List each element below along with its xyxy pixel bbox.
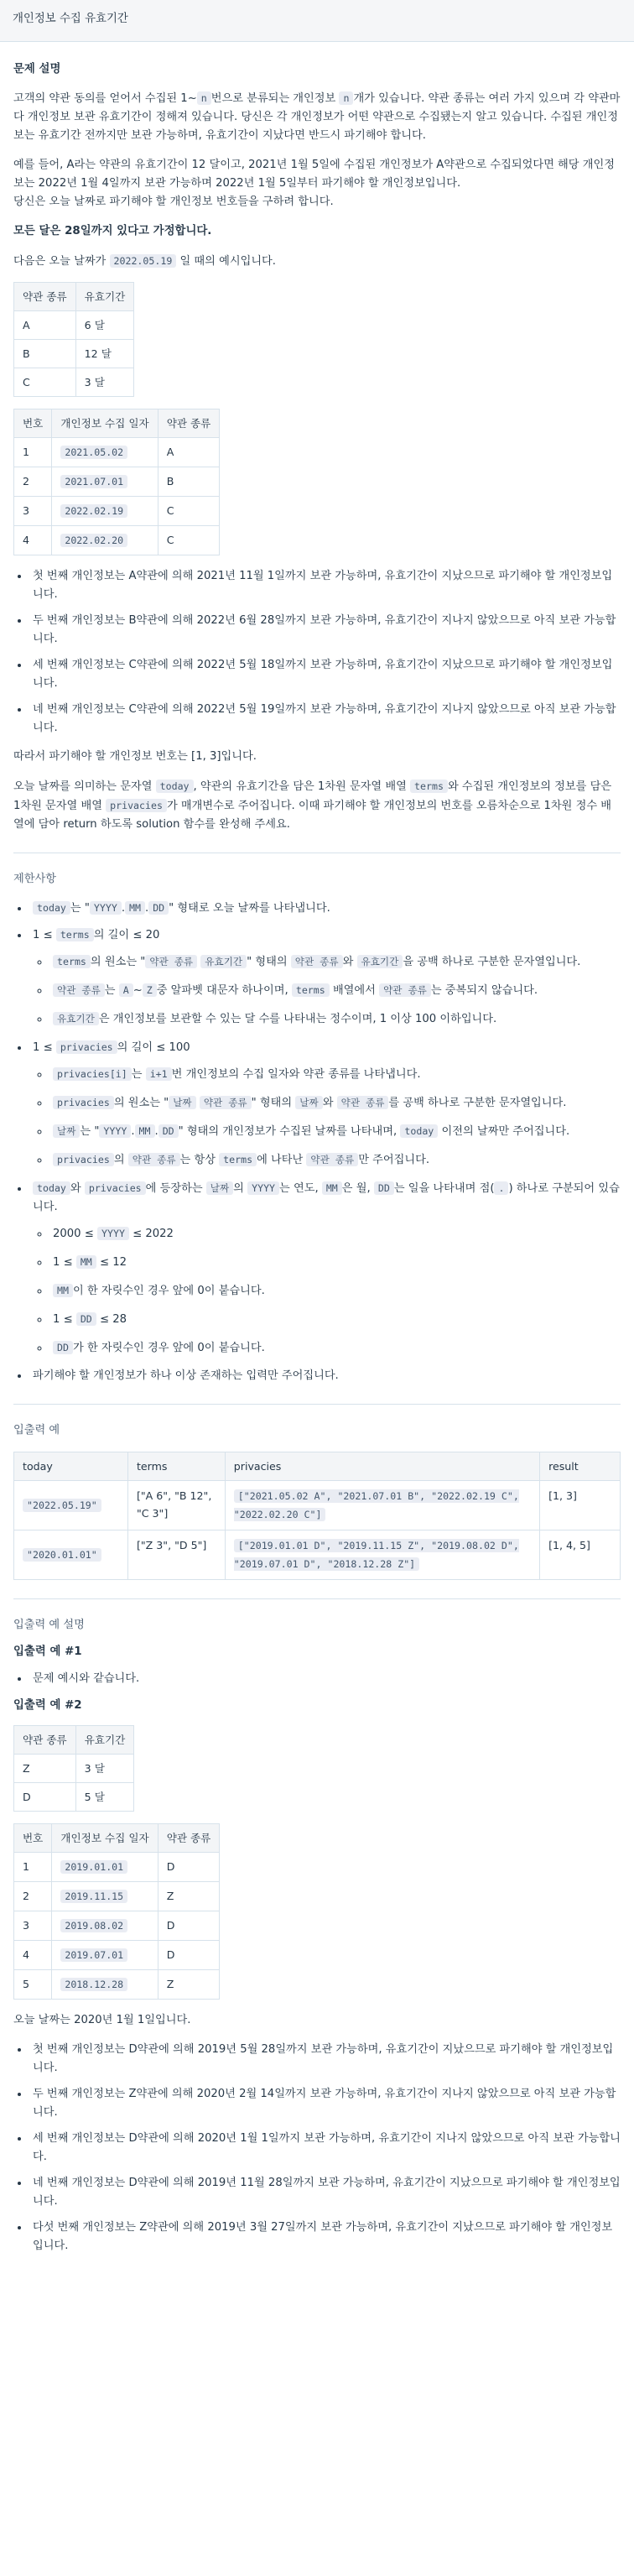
example-2-bullet-list xyxy=(29,2041,621,2255)
inline-code: "2022.05.19" xyxy=(23,1499,101,1512)
constraints-list xyxy=(29,899,621,1385)
inline-code: 유효기간 xyxy=(53,1012,99,1025)
table-header-row xyxy=(14,283,134,311)
column-header: 개인정보 수집 일자 xyxy=(52,1824,158,1853)
table-cell xyxy=(14,1481,128,1530)
inline-code: terms xyxy=(53,955,91,968)
inline-code: ["2021.05.02 A", "2021.07.01 B", "2022.02.19 C", "2022.02.20 C"] xyxy=(233,1490,519,1520)
table-cell: [1, 3] xyxy=(540,1481,621,1530)
list-item: • 두 번째 개인정보는 B약관에 의해 2022년 6월 28일까지 보관 가능하며, 유효기간이 지나지 않았으므로 아직 보관 가능합니다. xyxy=(29,612,621,649)
inline-code: 2019.11.15 xyxy=(60,1890,127,1903)
constraint-sub-item: ◦ 1 ≤ DD ≤ 28 xyxy=(49,1310,621,1329)
inline-code: today xyxy=(33,1181,70,1195)
table-cell: Z xyxy=(158,1970,220,2000)
inline-code: A xyxy=(119,983,133,997)
inline-code: 2021.07.01 xyxy=(60,475,127,488)
column-header: today xyxy=(14,1452,128,1481)
constraint-sub-list xyxy=(49,952,621,1029)
inline-code: privacies xyxy=(106,799,167,812)
inline-code: terms xyxy=(410,780,448,793)
inline-code: n xyxy=(197,91,211,105)
constraint-item: • 파기해야 할 개인정보가 하나 이상 존재하는 입력만 주어집니다. xyxy=(29,1367,621,1385)
table-cell: 1 xyxy=(14,1853,52,1882)
table-row xyxy=(14,1970,220,2000)
inline-code: . xyxy=(494,1181,508,1195)
table-cell: ["A 6", "B 12", "C 3"] xyxy=(127,1481,225,1530)
inline-code: 약관 종류 xyxy=(53,983,105,997)
table-cell xyxy=(225,1481,539,1530)
inline-code: Z xyxy=(143,983,157,997)
constraints-heading: 제한사항 xyxy=(13,873,56,885)
problem-content xyxy=(0,42,634,2255)
table-cell: 3 xyxy=(14,1911,52,1941)
table-header-row xyxy=(14,1452,621,1481)
constraint-sub-item: ◦ 유효기간 은 개인정보를 보관할 수 있는 달 수를 나타내는 정수이며, 1 이상 100 이하입니다. xyxy=(49,1009,621,1029)
constraint-sub-item: ◦ 약관 종류 는 A ~ Z 중 알파벳 대문자 하나이며, terms 배열에서 약관 종류 는 중복되지 않습니다. xyxy=(49,981,621,1000)
table-cell: 4 xyxy=(14,1941,52,1970)
example-2-title: 입출력 예 #2 xyxy=(13,1699,82,1712)
inline-code: MM xyxy=(135,1124,155,1138)
bold-note: 모든 달은 28일까지 있다고 가정합니다. xyxy=(13,225,212,237)
table-cell: A xyxy=(14,311,76,340)
inline-code: terms xyxy=(56,928,94,941)
column-header: result xyxy=(540,1452,621,1481)
column-header: 약관 종류 xyxy=(158,409,220,438)
inline-code: YYYY xyxy=(97,1227,129,1240)
column-header: 약관 종류 xyxy=(14,283,76,311)
result-line: 따라서 파기해야 할 개인정보 번호는 [1, 3]입니다. xyxy=(13,750,257,763)
inline-code: DD xyxy=(158,1124,179,1138)
table-cell xyxy=(14,1530,128,1580)
table-cell: 4 xyxy=(14,526,52,555)
constraint-item: • 1 ≤ privacies 의 길이 ≤ 100 ◦ privacies[i] 는 i+1 번 개인정보의 수집 일자와 약관 종류를 나타냅니다. ◦ privacies 의 원소는 " 날짜 약관 종류 " 형태의 날짜 와 약관 종류 를 공백 하나로 구분한 문자열입니다. ◦ 날짜 는 " YYYY . MM . DD " 형태의 개인정보가 수집된 날짜를 나타내며, today 이전의 날짜만 주어집니다. ◦ privacies 의 약관 종류 는 항상 terms 에 나타난 약관 종류 만 주어집니다. xyxy=(29,1038,621,1170)
table-cell xyxy=(52,1911,158,1941)
table-cell: 1 xyxy=(14,438,52,467)
table-cell: 2 xyxy=(14,467,52,497)
constraint-sub-list xyxy=(49,1065,621,1170)
description-heading: 문제 설명 xyxy=(13,63,61,76)
inline-code: 2019.08.02 xyxy=(60,1919,127,1932)
constraint-sub-item: ◦ 1 ≤ MM ≤ 12 xyxy=(49,1253,621,1272)
table-row xyxy=(14,1853,220,1882)
table-cell: D xyxy=(158,1941,220,1970)
table-row xyxy=(14,438,220,467)
column-header: 번호 xyxy=(14,1824,52,1853)
table-row xyxy=(14,1911,220,1941)
inline-code: DD xyxy=(53,1341,73,1354)
example-paragraph: 예를 들어, A라는 약관의 유효기간이 12 달이고, 2021년 1월 5일에 수집된 개인정보가 A약관으로 수집되었다면 해당 개인정보는 2022년 1월 4일까지 보관 가능하며 2022년 1월 5일부터 파기해야 할 개인정보입니다. 당신은 오늘 날짜로 파기해야 할 개인정보 번호들을 구하려 합니다. xyxy=(13,159,615,208)
column-header: terms xyxy=(127,1452,225,1481)
inline-code: 2021.05.02 xyxy=(60,446,127,459)
inline-code: n xyxy=(339,91,353,105)
inline-code: 2022.02.19 xyxy=(60,504,127,518)
inline-code: 약관 종류 xyxy=(200,1096,252,1109)
list-item: • 첫 번째 개인정보는 A약관에 의해 2021년 11월 1일까지 보관 가능하며, 유효기간이 지났으므로 파기해야 할 개인정보입니다. xyxy=(29,567,621,604)
table-header-row xyxy=(14,409,220,438)
constraint-item: • today 와 privacies 에 등장하는 날짜 의 YYYY 는 연도, MM 은 월, DD 는 일을 나타내며 점( . ) 하나로 구분되어 있습니다. ◦ 2000 ≤ YYYY ≤ 2022 ◦ 1 ≤ MM ≤ 12 ◦ MM 이 한 자릿수인 경우 앞에 0이 붙습니다. ◦ 1 ≤ DD ≤ 28 ◦ DD 가 한 자릿수인 경우 앞에 0이 붙습니다. xyxy=(29,1179,621,1358)
inline-code: today xyxy=(156,780,194,793)
table-cell: D xyxy=(14,1783,76,1812)
table-cell xyxy=(52,467,158,497)
inline-code: 2022.02.20 xyxy=(60,534,127,547)
column-header: 유효기간 xyxy=(75,283,134,311)
table-cell: 3 달 xyxy=(75,368,134,397)
constraint-sub-item: ◦ terms 의 원소는 " 약관 종류 유효기간 " 형태의 약관 종류 와 유효기간 을 공백 하나로 구분한 문자열입니다. xyxy=(49,952,621,972)
inline-code: MM xyxy=(76,1255,96,1269)
table-row xyxy=(14,368,134,397)
inline-code: privacies xyxy=(53,1153,114,1166)
inline-code: 2018.12.28 xyxy=(60,1978,127,1991)
constraint-sub-list xyxy=(49,1224,621,1358)
table-cell: C xyxy=(158,497,220,526)
table-row xyxy=(14,1882,220,1911)
inline-code: 날짜 xyxy=(53,1124,80,1138)
page-title: 개인정보 수집 유효기간 xyxy=(13,13,128,25)
example-2-today-line: 오늘 날짜는 2020년 1월 1일입니다. xyxy=(13,2014,191,2026)
constraint-item: • 1 ≤ terms 의 길이 ≤ 20 ◦ terms 의 원소는 " 약관 종류 유효기간 " 형태의 약관 종류 와 유효기간 을 공백 하나로 구분한 문자열입니다. ◦ 약관 종류 는 A ~ Z 중 알파벳 대문자 하나이며, terms 배열에서 약관 종류 는 중복되지 않습니다. ◦ 유효기간 은 개인정보를 보관할 수 있는 달 수를 나타내는 정수이며, 1 이상 100 이하입니다. xyxy=(29,926,621,1029)
inline-code: 날짜 xyxy=(169,1096,195,1109)
list-item: • 두 번째 개인정보는 Z약관에 의해 2020년 2월 14일까지 보관 가능하며, 유효기간이 지나지 않았으므로 아직 보관 가능합니다. xyxy=(29,2085,621,2122)
privacy-table xyxy=(13,409,220,555)
inline-code: YYYY xyxy=(247,1181,279,1195)
table-cell: D xyxy=(158,1911,220,1941)
inline-code: 약관 종류 xyxy=(306,1153,358,1166)
table-cell xyxy=(52,1882,158,1911)
io-example-table xyxy=(13,1452,621,1580)
inline-code: 유효기간 xyxy=(357,955,403,968)
constraint-sub-item: ◦ MM 이 한 자릿수인 경우 앞에 0이 붙습니다. xyxy=(49,1281,621,1301)
table-cell: 12 달 xyxy=(75,340,134,368)
inline-code: 약관 종류 xyxy=(379,983,431,997)
constraint-sub-item: ◦ privacies 의 약관 종류 는 항상 terms 에 나타난 약관 종류 만 주어집니다. xyxy=(49,1150,621,1170)
io-explain-heading: 입출력 예 설명 xyxy=(13,1619,85,1631)
today-line: 다음은 오늘 날짜가 2022.05.19 일 때의 예시입니다. xyxy=(13,255,276,268)
table-row xyxy=(14,1941,220,1970)
column-header: 약관 종류 xyxy=(158,1824,220,1853)
table-cell: 3 xyxy=(14,497,52,526)
table-cell xyxy=(52,1941,158,1970)
task-paragraph: 오늘 날짜를 의미하는 문자열 today , 약관의 유효기간을 담은 1차원 문자열 배열 terms 와 수집된 개인정보의 정보를 담은 1차원 문자열 배열 privacies 가 매개변수로 주어집니다. 이때 파기해야 할 개인정보의 번호를 오름차순으로 1차원 정수 배열에 담아 return 하도록 solution 함수를 완성해 주세요. xyxy=(13,780,612,831)
table-row xyxy=(14,1755,134,1783)
list-item: • 다섯 번째 개인정보는 Z약관에 의해 2019년 3월 27일까지 보관 가능하며, 유효기간이 지났으므로 파기해야 할 개인정보입니다. xyxy=(29,2219,621,2255)
inline-code: MM xyxy=(53,1284,73,1297)
header-bar xyxy=(0,0,634,42)
constraint-sub-item: ◦ 날짜 는 " YYYY . MM . DD " 형태의 개인정보가 수집된 날짜를 나타내며, today 이전의 날짜만 주어집니다. xyxy=(49,1122,621,1141)
table-cell: C xyxy=(158,526,220,555)
table-header-row xyxy=(14,1726,134,1755)
inline-code: today xyxy=(33,901,70,915)
table-cell: 5 달 xyxy=(75,1783,134,1812)
inline-code: 약관 종류 xyxy=(145,955,197,968)
inline-code: "2020.01.01" xyxy=(23,1548,101,1562)
inline-code: DD xyxy=(374,1181,394,1195)
inline-code: DD xyxy=(148,901,169,915)
table-row xyxy=(14,467,220,497)
inline-code: privacies xyxy=(56,1040,117,1054)
divider xyxy=(13,1598,621,1599)
column-header: privacies xyxy=(225,1452,539,1481)
table-cell: A xyxy=(158,438,220,467)
table-cell: ["Z 3", "D 5"] xyxy=(127,1530,225,1580)
inline-code: MM xyxy=(125,901,145,915)
list-item: • 세 번째 개인정보는 C약관에 의해 2022년 5월 18일까지 보관 가능하며, 유효기간이 지났으므로 파기해야 할 개인정보입니다. xyxy=(29,656,621,693)
inline-code: privacies xyxy=(53,1096,114,1109)
inline-code: MM xyxy=(322,1181,342,1195)
table-cell: 5 xyxy=(14,1970,52,2000)
list-item: • 세 번째 개인정보는 D약관에 의해 2020년 1월 1일까지 보관 가능하며, 유효기간이 지나지 않았으므로 아직 보관 가능합니다. xyxy=(29,2130,621,2167)
example-2-privacy-table xyxy=(13,1823,220,2000)
example-bullet-list xyxy=(29,567,621,738)
table-cell xyxy=(225,1530,539,1580)
column-header: 약관 종류 xyxy=(14,1726,76,1755)
table-cell: B xyxy=(158,467,220,497)
inline-code: privacies[i] xyxy=(53,1067,132,1081)
list-item: • 네 번째 개인정보는 C약관에 의해 2022년 5월 19일까지 보관 가능하며, 유효기간이 지나지 않았으므로 아직 보관 가능합니다. xyxy=(29,701,621,738)
table-row xyxy=(14,497,220,526)
inline-code: 약관 종류 xyxy=(291,955,343,968)
table-header-row xyxy=(14,1824,220,1853)
table-row xyxy=(14,1481,621,1530)
table-row xyxy=(14,1530,621,1580)
io-example-heading: 입출력 예 xyxy=(13,1424,60,1437)
list-item: • 문제 예시와 같습니다. xyxy=(29,1670,621,1688)
inline-code: 날짜 xyxy=(295,1096,322,1109)
constraint-sub-item: ◦ privacies 의 원소는 " 날짜 약관 종류 " 형태의 날짜 와 약관 종류 를 공백 하나로 구분한 문자열입니다. xyxy=(49,1093,621,1113)
intro-paragraph: 고객의 약관 동의를 얻어서 수집된 1~ n 번으로 분류되는 개인정보 n 개가 있습니다. 약관 종류는 여러 가지 있으며 각 약관마다 개인정보 보관 유효기간이 정해져 있습니다. 당신은 각 개인정보가 어떤 약관으로 수집됐는지 알고 있습니다. 수집된 개인정보는 유효기간 전까지만 보관 가능하며, 유효기간이 지났다면 반드시 파기해야 합니다. xyxy=(13,92,621,142)
table-cell xyxy=(52,1853,158,1882)
terms-table xyxy=(13,282,134,397)
table-cell: [1, 4, 5] xyxy=(540,1530,621,1580)
table-cell: B xyxy=(14,340,76,368)
table-cell: Z xyxy=(14,1755,76,1783)
constraint-sub-item: ◦ 2000 ≤ YYYY ≤ 2022 xyxy=(49,1224,621,1244)
inline-code: 약관 종류 xyxy=(337,1096,389,1109)
inline-code: privacies xyxy=(85,1181,146,1195)
column-header: 번호 xyxy=(14,409,52,438)
inline-code: YYYY xyxy=(90,901,122,915)
divider xyxy=(13,1404,621,1405)
table-cell: D xyxy=(158,1853,220,1882)
example-1-title: 입출력 예 #1 xyxy=(13,1645,82,1658)
example-2-terms-table xyxy=(13,1725,134,1812)
table-cell xyxy=(52,1970,158,2000)
table-cell xyxy=(52,438,158,467)
inline-code: i+1 xyxy=(146,1067,172,1081)
column-header: 유효기간 xyxy=(75,1726,134,1755)
table-row xyxy=(14,311,134,340)
inline-code: 2019.07.01 xyxy=(60,1948,127,1962)
inline-code: terms xyxy=(292,983,330,997)
inline-code: today xyxy=(400,1124,438,1138)
table-cell: C xyxy=(14,368,76,397)
inline-code: 날짜 xyxy=(206,1181,233,1195)
table-row xyxy=(14,1783,134,1812)
table-row xyxy=(14,526,220,555)
constraint-item: • today 는 " YYYY . MM . DD " 형태로 오늘 날짜를 나타냅니다. xyxy=(29,899,621,918)
table-cell: Z xyxy=(158,1882,220,1911)
constraint-sub-item: ◦ DD 가 한 자릿수인 경우 앞에 0이 붙습니다. xyxy=(49,1338,621,1358)
inline-code: DD xyxy=(76,1312,96,1326)
list-item: • 첫 번째 개인정보는 D약관에 의해 2019년 5월 28일까지 보관 가능하며, 유효기간이 지났으므로 파기해야 할 개인정보입니다. xyxy=(29,2041,621,2078)
example-1-list xyxy=(29,1670,621,1688)
inline-code: 2019.01.01 xyxy=(60,1860,127,1874)
inline-code: 약관 종류 xyxy=(128,1153,180,1166)
inline-code: 유효기간 xyxy=(200,955,247,968)
table-cell: 2 xyxy=(14,1882,52,1911)
column-header: 개인정보 수집 일자 xyxy=(52,409,158,438)
inline-code: ["2019.01.01 D", "2019.11.15 Z", "2019.08.02 D", "2019.07.01 D", "2018.12.28 Z"] xyxy=(233,1540,519,1570)
list-item: • 네 번째 개인정보는 D약관에 의해 2019년 11월 28일까지 보관 가능하며, 유효기간이 지났으므로 파기해야 할 개인정보입니다. xyxy=(29,2174,621,2211)
table-cell xyxy=(52,526,158,555)
table-cell: 6 달 xyxy=(75,311,134,340)
constraint-sub-item: ◦ privacies[i] 는 i+1 번 개인정보의 수집 일자와 약관 종류를 나타냅니다. xyxy=(49,1065,621,1084)
inline-code: YYYY xyxy=(99,1124,131,1138)
table-cell: 3 달 xyxy=(75,1755,134,1783)
table-cell xyxy=(52,497,158,526)
inline-code: terms xyxy=(219,1153,257,1166)
table-row xyxy=(14,340,134,368)
